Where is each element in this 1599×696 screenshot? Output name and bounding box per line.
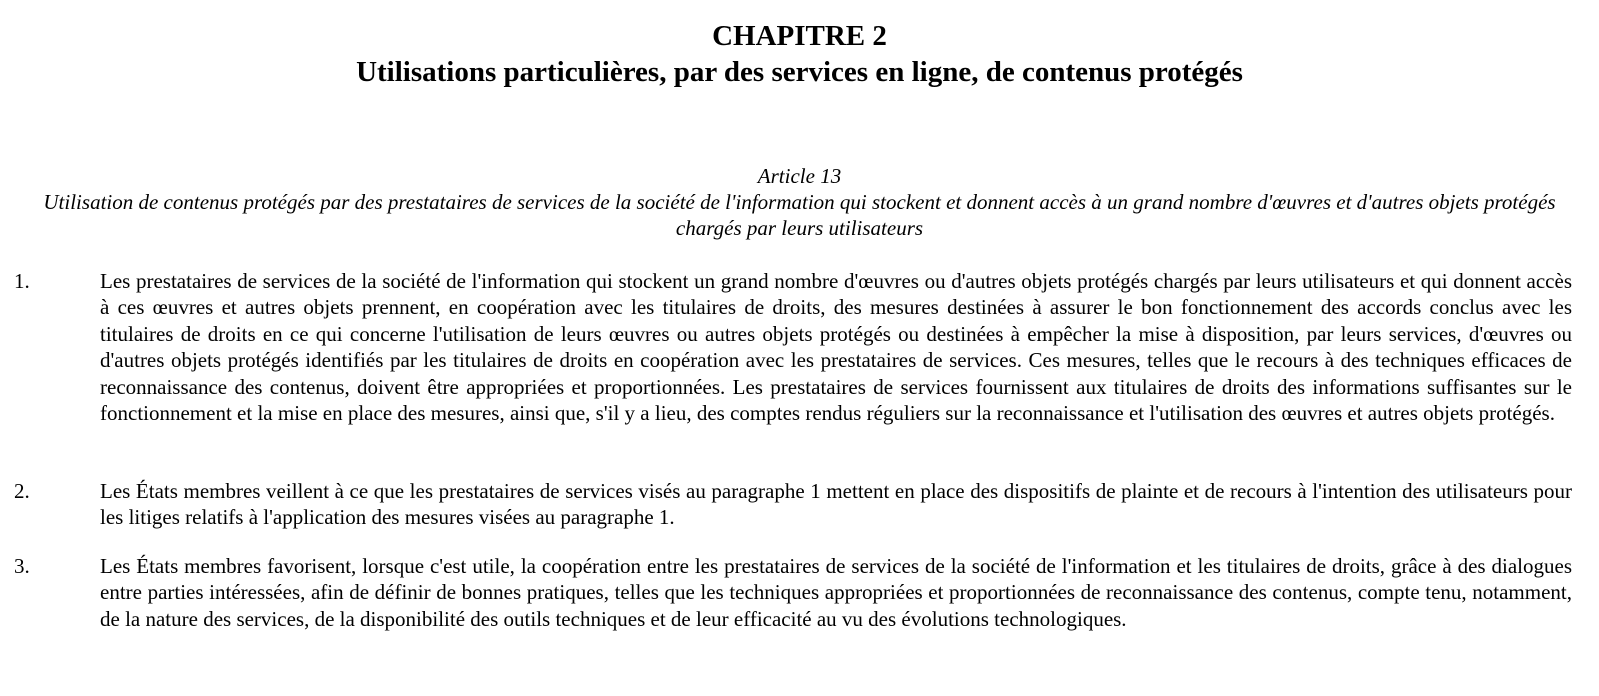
chapter-title: Utilisations particulières, par des services en ligne, de contenus protégés [356,56,1243,88]
paragraph-text: Les États membres veillent à ce que les prestataires de services visés au paragraphe 1 mettent en place des dispositifs de plainte et de recours à l'intention des utilisateurs pour les litiges relatifs à l'application des mesures visées au paragraphe 1. [100,479,1572,530]
paragraph-number: 3. [14,554,30,578]
article-number: Article 13 [757,164,842,188]
paragraph-text: Les États membres favorisent, lorsque c'est utile, la coopération entre les prestataires de services de la société de l'information et les titulaires de droits, grâce à des dialogues entre parties intéressées, afin de définir de bonnes pratiques, telles que les techniques appropriées et proportionnées de reconnaissance des contenus, compte tenu, notamment, de la nature des services, de la disponibilité des outils techniques et de leur efficacité au vu des évolutions technologiques. [100,554,1572,631]
paragraph-number: 1. [14,269,30,293]
paragraph-number: 2. [14,479,30,503]
article-heading [24,163,1575,241]
article-title: Utilisation de contenus protégés par des prestataires de services de la société de l'information qui stockent et donnent accès à un grand nombre d'œuvres et d'autres objets protégés chargés par leurs utilisateurs [43,190,1556,240]
paragraph-text: Les prestataires de services de la société de l'information qui stockent un grand nombre d'œuvres ou d'autres objets protégés chargés par leurs utilisateurs et qui donnent accès à ces œuvres et autres objets prennent, en coopération avec les titulaires de droits, des mesures destinées à assurer le bon fonctionnement des accords conclus avec les titulaires de droits en ce qui concerne l'utilisation de leurs œuvres ou autres objets protégés ou destinées à empêcher la mise à disposition, par leurs services, d'œuvres ou d'autres objets protégés identifiés par les titulaires de droits en coopération avec les prestataires de services. Ces mesures, telles que le recours à des techniques efficaces de reconnaissance des contenus, doivent être appropriées et proportionnées. Les prestataires de services fournissent aux titulaires de droits des informations suffisantes sur le fonctionnement et la mise en place des mesures, ainsi que, s'il y a lieu, des comptes rendus réguliers sur la reconnaissance et l'utilisation des œuvres et autres objets protégés. [100,269,1572,426]
chapter-number: CHAPITRE 2 [712,20,887,52]
